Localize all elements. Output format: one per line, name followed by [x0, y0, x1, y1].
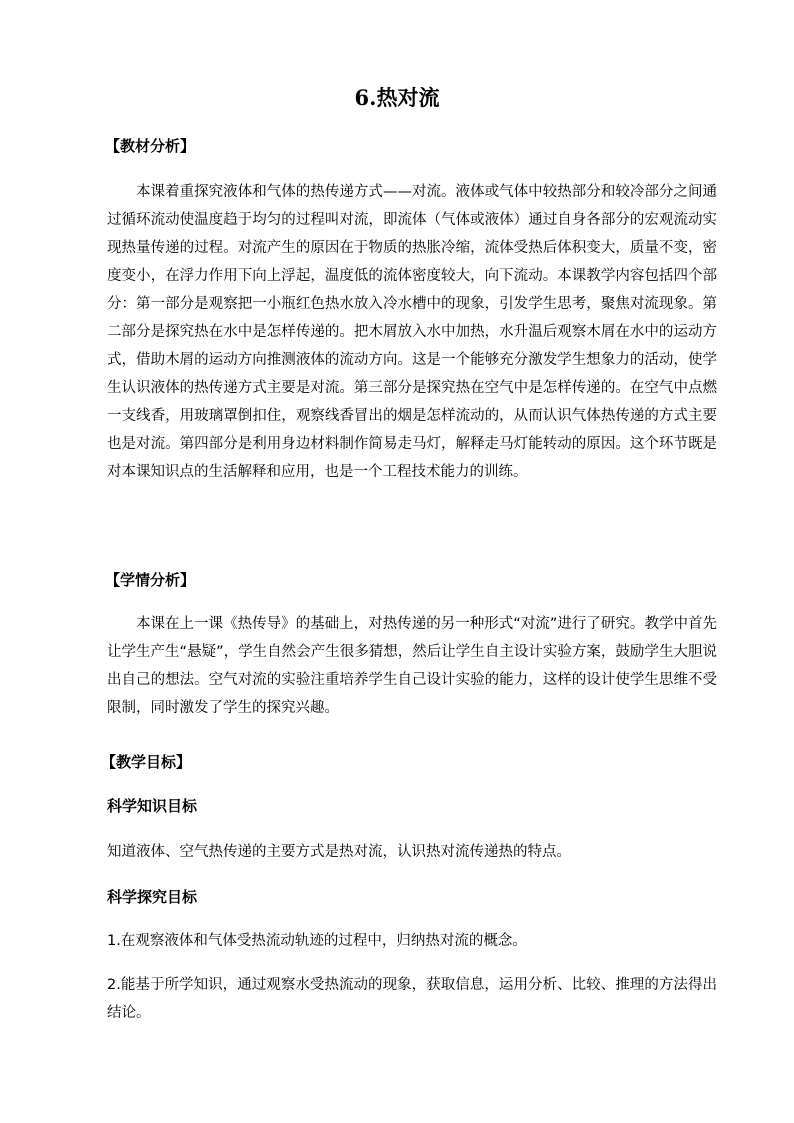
inquiry-goal-item-2: 2.能基于所学知识，通过观察水受热流动的现象，获取信息，运用分析、比较、推理的方法得出结论。 [107, 977, 717, 1021]
section-heading-textbook-analysis: 【教材分析】 [105, 137, 196, 155]
learner-analysis-paragraph: 本课在上一课《热传导》的基础上，对热传递的另一种形式“对流”进行了研究。教学中首先让学生产生“悬疑”，学生自然会产生很多猜想，然后让学生自主设计实验方案，鼓励学生大胆说出自己的想法。空气对流的实验注重培养学生自己设计实验的能力，这样的设计使学生思维不受限制，同时激发了学生的探究兴趣。 [107, 616, 717, 716]
page-title: 6.热对流 [354, 85, 440, 110]
textbook-analysis-paragraph: 本课着重探究液体和气体的热传递方式——对流。液体或气体中较热部分和较冷部分之间通过循环流动使温度趋于均匀的过程叫对流，即流体（气体或液体）通过自身各部分的宏观流动实现热量传递的过程。对流产生的原因在于物质的热胀冷缩，流体受热后体积变大，质量不变，密度变小，在浮力作用下向上浮起，温度低的流体密度较大，向下流动。本课教学内容包括四个部分：第一部分是观察把一小瓶红色热水放入冷水槽中的现象，引发学生思考，聚焦对流现象。第二部分是探究热在水中是怎样传递的。把木屑放入水中加热，水升温后观察木屑在水中的运动方式，借助木屑的运动方向推测液体的流动方向。这是一个能够充分激发学生想象力的活动，使学生认识液体的热传递方式主要是对流。第三部分是探究热在空气中是怎样传递的。在空气中点燃一支线香，用玻璃罩倒扣住，观察线香冒出的烟是怎样流动的，从而认识气体热传递的方式主要也是对流。第四部分是利用身边材料制作简易走马灯，解释走马灯能转动的原因。这个环节既是对本课知识点的生活解释和应用，也是一个工程技术能力的训练。 [107, 184, 717, 480]
section-heading-learner-analysis: 【学情分析】 [105, 571, 196, 589]
section-heading-teaching-goals: 【教学目标】 [101, 753, 192, 771]
subheading-inquiry-goal: 科学探究目标 [107, 888, 198, 906]
knowledge-goal-text: 知道液体、空气热传递的主要方式是热对流，认识热对流传递热的特点。 [107, 844, 571, 860]
subheading-knowledge-goal: 科学知识目标 [107, 797, 198, 815]
inquiry-goal-item-1: 1.在观察液体和气体受热流动轨迹的过程中，归纳热对流的概念。 [107, 933, 527, 949]
